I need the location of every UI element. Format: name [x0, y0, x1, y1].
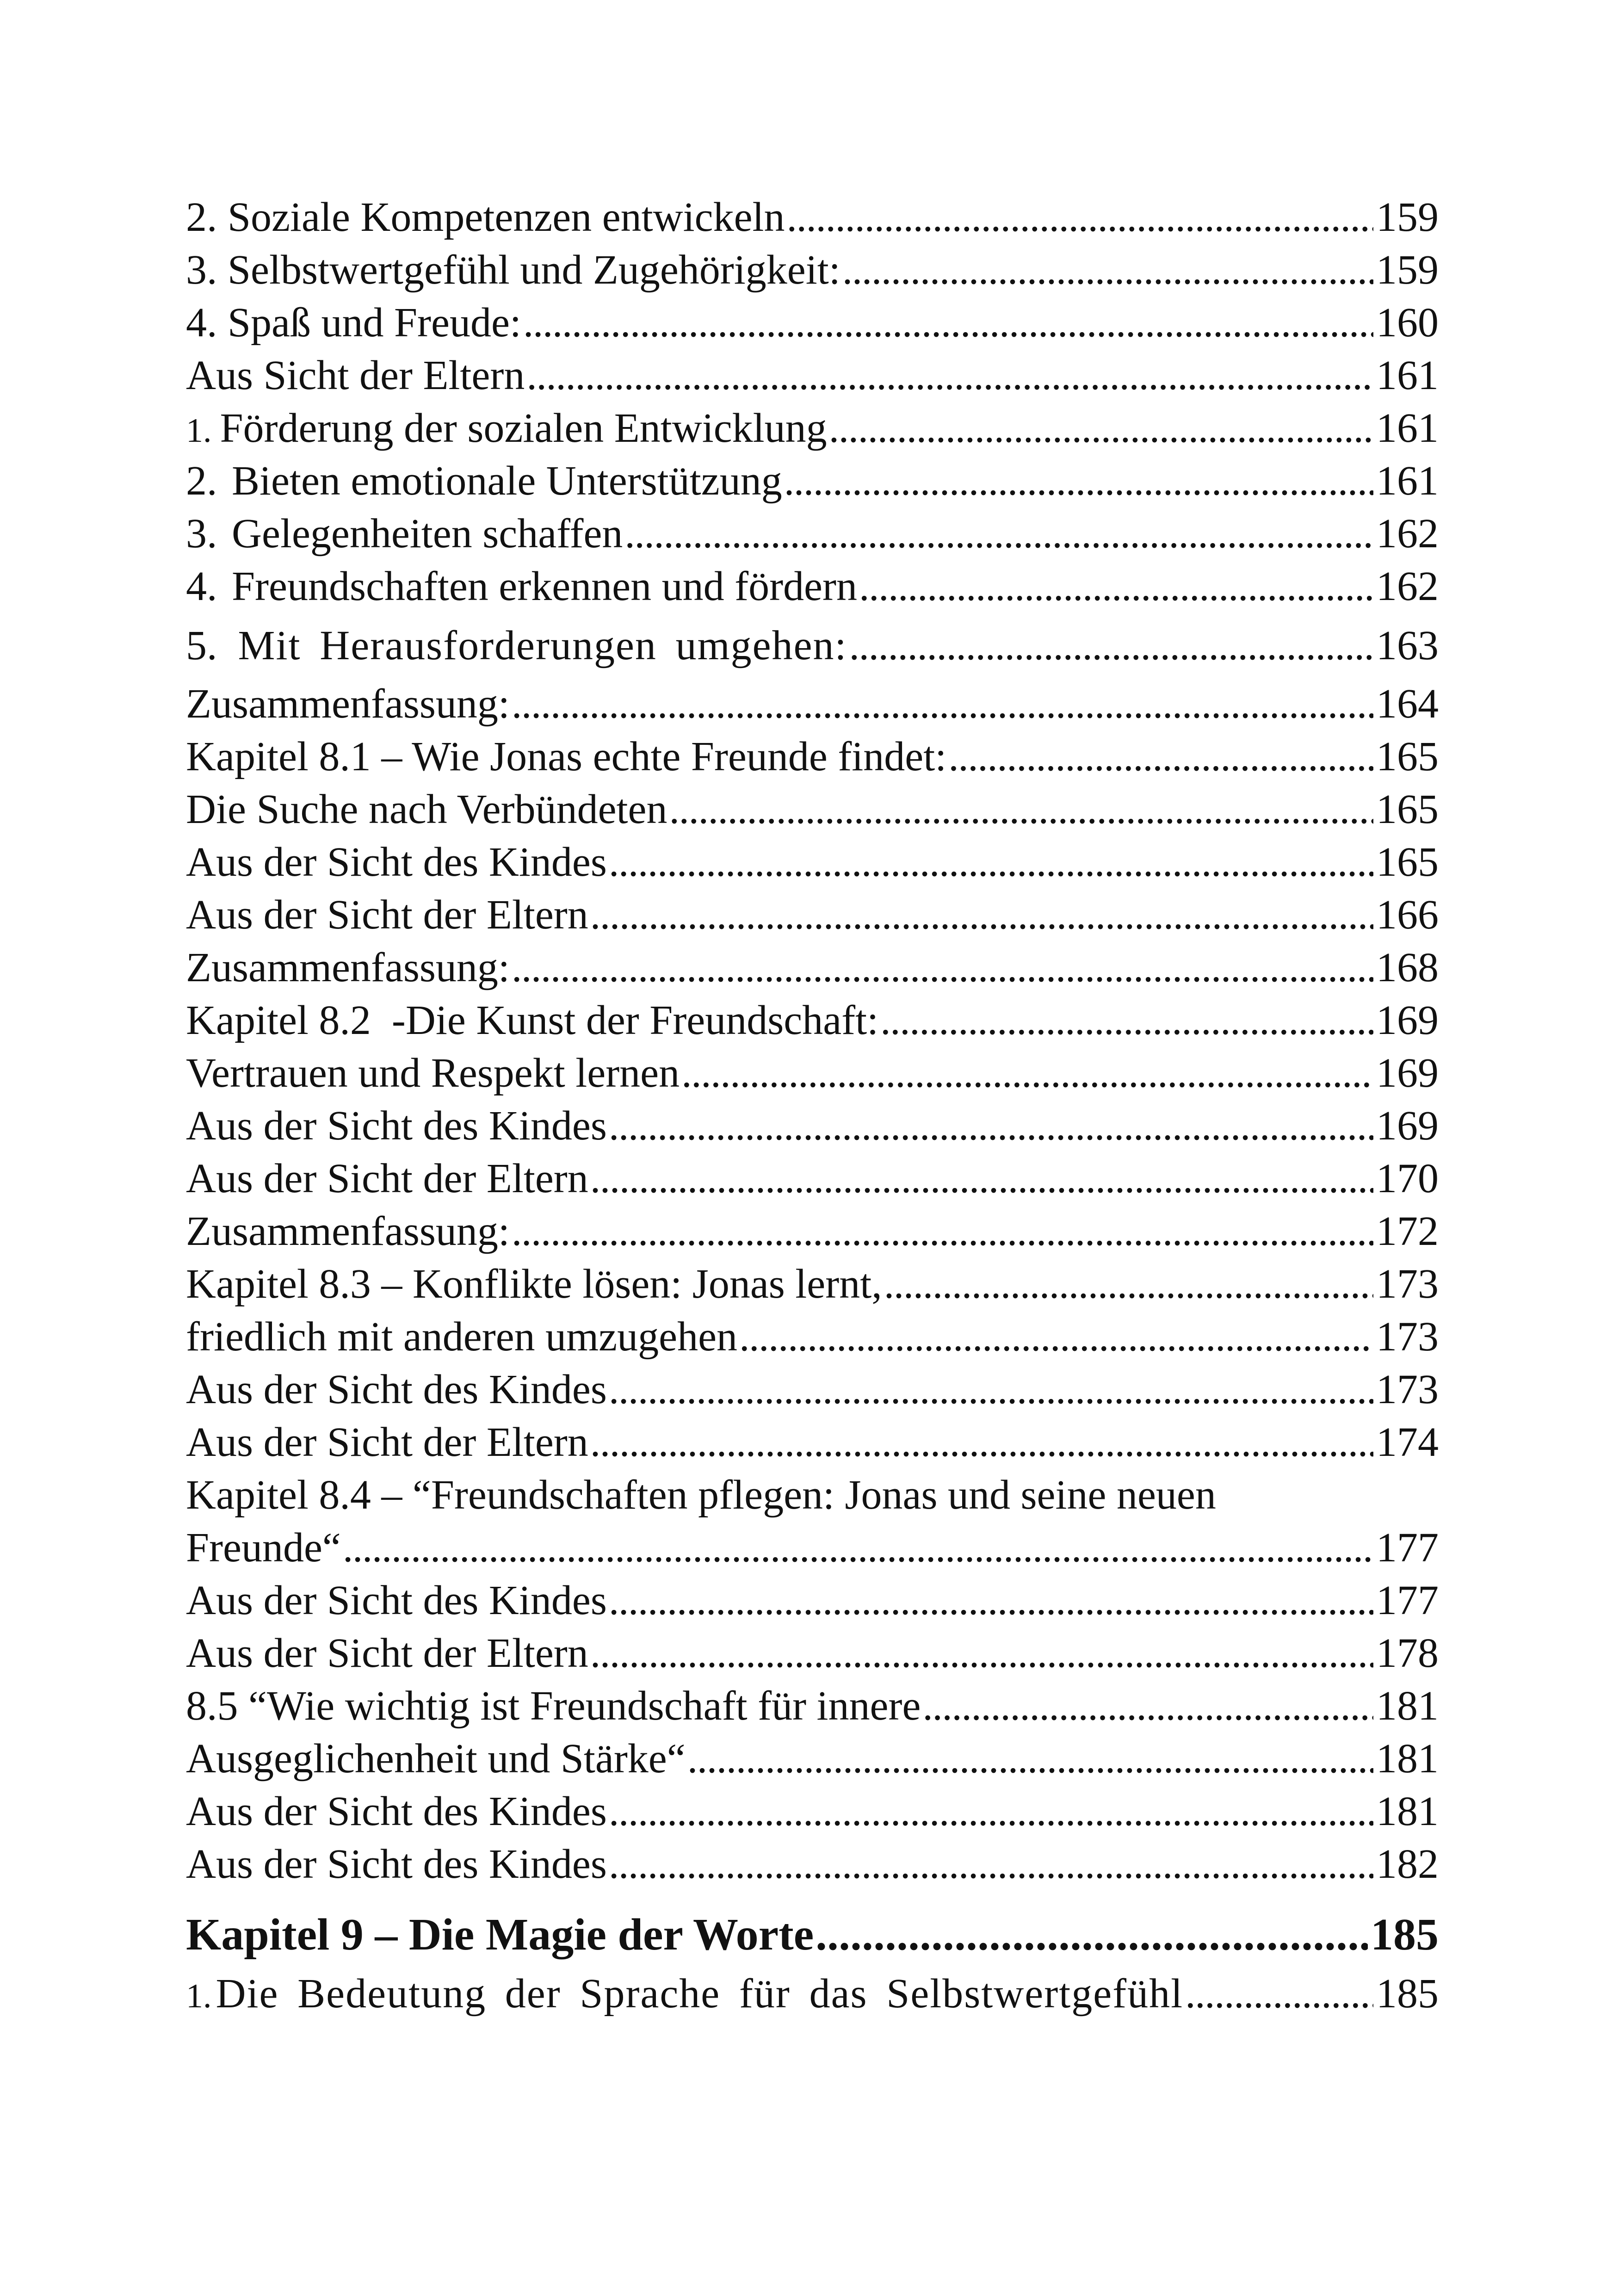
toc-entry-page: 173: [1376, 1314, 1439, 1360]
toc-entry-number: 3.: [186, 511, 217, 557]
dot-leader: [739, 1311, 1373, 1363]
toc-entry-title: Zusammenfassung:: [186, 945, 510, 990]
toc-entry-page: 161: [1376, 353, 1439, 398]
toc-entry-title: Aus der Sicht des Kindes: [186, 1578, 607, 1623]
toc-entry-title: Aus der Sicht der Eltern: [186, 1156, 588, 1201]
dot-leader: [948, 731, 1373, 783]
toc-entry: [186, 1469, 1439, 1521]
toc-entry-number: 5.: [186, 623, 217, 668]
toc-entry-title: Die Suche nach Verbündeten: [186, 786, 667, 832]
toc-entry-page: 177: [1376, 1525, 1439, 1571]
toc-entry-page: 165: [1376, 839, 1439, 885]
toc-entry: [186, 1968, 1439, 2020]
dot-leader: [609, 1100, 1373, 1152]
toc-entry-title: Die Bedeutung der Sprache für das Selbstwertgefühl: [216, 1971, 1184, 2017]
toc-entry: [186, 620, 1439, 672]
toc-entry-title: Mit Herausforderungen umgehen:: [238, 623, 847, 668]
toc-entry: [186, 1680, 1439, 1732]
toc-entry-page: 172: [1376, 1208, 1439, 1254]
toc-entry: [186, 192, 1439, 243]
dot-leader: [609, 1838, 1373, 1890]
toc-entry-page: 163: [1376, 623, 1439, 668]
toc-entry-title: Bieten emotionale Unterstützung: [232, 458, 782, 504]
toc-entry-page: 169: [1376, 1103, 1439, 1149]
dot-leader: [523, 297, 1373, 349]
toc-entry: [186, 244, 1439, 296]
dot-leader: [842, 244, 1373, 296]
toc-entry-page: 165: [1376, 786, 1439, 832]
toc-entry-page: 168: [1376, 945, 1439, 990]
dot-leader: [512, 942, 1373, 994]
toc-entry: [186, 1206, 1439, 1257]
toc-entry-title: Aus der Sicht des Kindes: [186, 1841, 607, 1887]
toc-entry: [186, 889, 1439, 941]
toc-entry: [186, 1522, 1439, 1574]
toc-entry-title: Aus Sicht der Eltern: [186, 353, 525, 398]
dot-leader: [343, 1522, 1373, 1574]
toc-entry-title: Vertrauen und Respekt lernen: [186, 1050, 680, 1096]
toc-entry-page: 181: [1376, 1683, 1439, 1729]
toc-entry-title: 4. Spaß und Freude:: [186, 300, 521, 346]
toc-entry: [186, 561, 1439, 613]
dot-leader: [609, 1364, 1373, 1416]
toc-entry: [186, 402, 1439, 454]
dot-leader: [1185, 1968, 1373, 2020]
dot-leader: [880, 995, 1373, 1046]
toc-entry-page: 177: [1376, 1578, 1439, 1623]
toc-entry: [186, 1575, 1439, 1627]
toc-entry: [186, 784, 1439, 835]
toc-entry-page: 185: [1376, 1971, 1439, 2017]
toc-entry-title: Kapitel 8.3 – Konflikte lösen: Jonas lernt,: [186, 1261, 882, 1307]
dot-leader: [829, 402, 1373, 454]
toc-entry-page: 173: [1376, 1261, 1439, 1307]
dot-leader: [512, 1206, 1373, 1257]
toc-entry: [186, 1364, 1439, 1416]
toc-entry-title: Förderung der sozialen Entwicklung: [220, 405, 827, 451]
toc-entry-page: 178: [1376, 1630, 1439, 1676]
toc-entry-page: 166: [1376, 892, 1439, 938]
toc-entry: [186, 995, 1439, 1046]
toc-entry-title: Aus der Sicht des Kindes: [186, 1103, 607, 1149]
toc-entry-page: 169: [1376, 1050, 1439, 1096]
dot-leader: [609, 1575, 1373, 1627]
toc-entry: [186, 1838, 1439, 1890]
toc-entry-page: 173: [1376, 1367, 1439, 1412]
dot-leader: [526, 350, 1373, 402]
chapter-page: 185: [1371, 1910, 1439, 1960]
toc-entry-title: Kapitel 8.1 – Wie Jonas echte Freunde findet:: [186, 734, 947, 780]
toc-entry-page: 181: [1376, 1789, 1439, 1834]
toc-entry: [186, 1417, 1439, 1468]
toc-entry-title: Zusammenfassung:: [186, 1208, 510, 1254]
toc-entry-title: Aus der Sicht des Kindes: [186, 1367, 607, 1412]
toc-entry-title: Freunde“: [186, 1525, 341, 1571]
toc-entry-number: 4.: [186, 563, 217, 609]
toc-entry-title: Ausgeglichenheit und Stärke“: [186, 1736, 686, 1782]
toc-entry: [186, 455, 1439, 507]
dot-leader: [922, 1680, 1373, 1732]
toc-entry-title: Aus der Sicht des Kindes: [186, 1789, 607, 1834]
dot-leader: [624, 508, 1373, 560]
toc-entry: [186, 1311, 1439, 1363]
dot-leader: [687, 1733, 1373, 1785]
toc-entry-page: 161: [1376, 458, 1439, 504]
toc-entry-title: Kapitel 8.4 – “Freundschaften pflegen: Jonas und seine neuen: [186, 1472, 1216, 1518]
dot-leader: [884, 1258, 1373, 1310]
toc-entry-page: 164: [1376, 681, 1439, 727]
toc-entry: [186, 1153, 1439, 1205]
toc-entry-page: 165: [1376, 734, 1439, 780]
toc-entry-number: 2.: [186, 458, 217, 504]
dot-leader: [590, 1153, 1373, 1205]
dot-leader: [816, 1906, 1368, 1964]
toc-entry-title: Aus der Sicht der Eltern: [186, 892, 588, 938]
toc-entry-page: 162: [1376, 511, 1439, 557]
toc-entry: [186, 731, 1439, 783]
toc-entry-title: 2. Soziale Kompetenzen entwickeln: [186, 194, 785, 240]
toc-entry: [186, 678, 1439, 730]
toc-entry-title: friedlich mit anderen umzugehen: [186, 1314, 738, 1360]
toc-entry: [186, 1258, 1439, 1310]
toc-entry-page: 182: [1376, 1841, 1439, 1887]
dot-leader: [512, 678, 1373, 730]
toc-entry: [186, 350, 1439, 402]
dot-leader: [784, 455, 1373, 507]
toc-entry: [186, 1733, 1439, 1785]
toc-entry-title: Freundschaften erkennen und fördern: [232, 563, 857, 609]
toc-entry-number: 1.: [186, 412, 212, 450]
toc-entry: [186, 1786, 1439, 1838]
toc-entry: [186, 508, 1439, 560]
dot-leader: [590, 1417, 1373, 1468]
toc-entry-page: 159: [1376, 194, 1439, 240]
dot-leader: [859, 561, 1373, 613]
dot-leader: [590, 1628, 1373, 1679]
toc-entry-page: 162: [1376, 563, 1439, 609]
dot-leader: [609, 1786, 1373, 1838]
dot-leader: [787, 192, 1373, 243]
toc-entry-title: Zusammenfassung:: [186, 681, 510, 727]
toc-entry-page: 181: [1376, 1736, 1439, 1782]
toc-entry-title: 8.5 “Wie wichtig ist Freundschaft für innere: [186, 1683, 921, 1729]
toc-entry-title: Aus der Sicht der Eltern: [186, 1630, 588, 1676]
toc-entry-title: 3. Selbstwertgefühl und Zugehörigkeit:: [186, 247, 840, 293]
toc-entry-page: 160: [1376, 300, 1439, 346]
toc-entry: [186, 836, 1439, 888]
toc-entry: [186, 1100, 1439, 1152]
toc-entry-page: 169: [1376, 997, 1439, 1043]
toc-entry: [186, 1628, 1439, 1679]
toc-entry-page: 159: [1376, 247, 1439, 293]
toc-entry: [186, 942, 1439, 994]
toc-entry-title: Aus der Sicht der Eltern: [186, 1419, 588, 1465]
dot-leader: [609, 836, 1373, 888]
toc-entry-title: Aus der Sicht des Kindes: [186, 839, 607, 885]
toc-entry-page: 174: [1376, 1419, 1439, 1465]
dot-leader: [590, 889, 1373, 941]
dot-leader: [681, 1047, 1373, 1099]
toc-entry: [186, 1047, 1439, 1099]
toc-entry: [186, 297, 1439, 349]
toc-entry-page: 161: [1376, 405, 1439, 451]
chapter-heading: [186, 1906, 1439, 1964]
dot-leader: [669, 784, 1374, 835]
toc-entry-number: 1.: [186, 1977, 212, 2015]
chapter-title: Kapitel 9 – Die Magie der Worte: [186, 1910, 814, 1960]
toc-entry-title: Kapitel 8.2 -Die Kunst der Freundschaft:: [186, 997, 879, 1043]
toc-entry-page: 170: [1376, 1156, 1439, 1201]
toc-entry-title: Gelegenheiten schaffen: [232, 511, 623, 557]
dot-leader: [849, 620, 1373, 672]
